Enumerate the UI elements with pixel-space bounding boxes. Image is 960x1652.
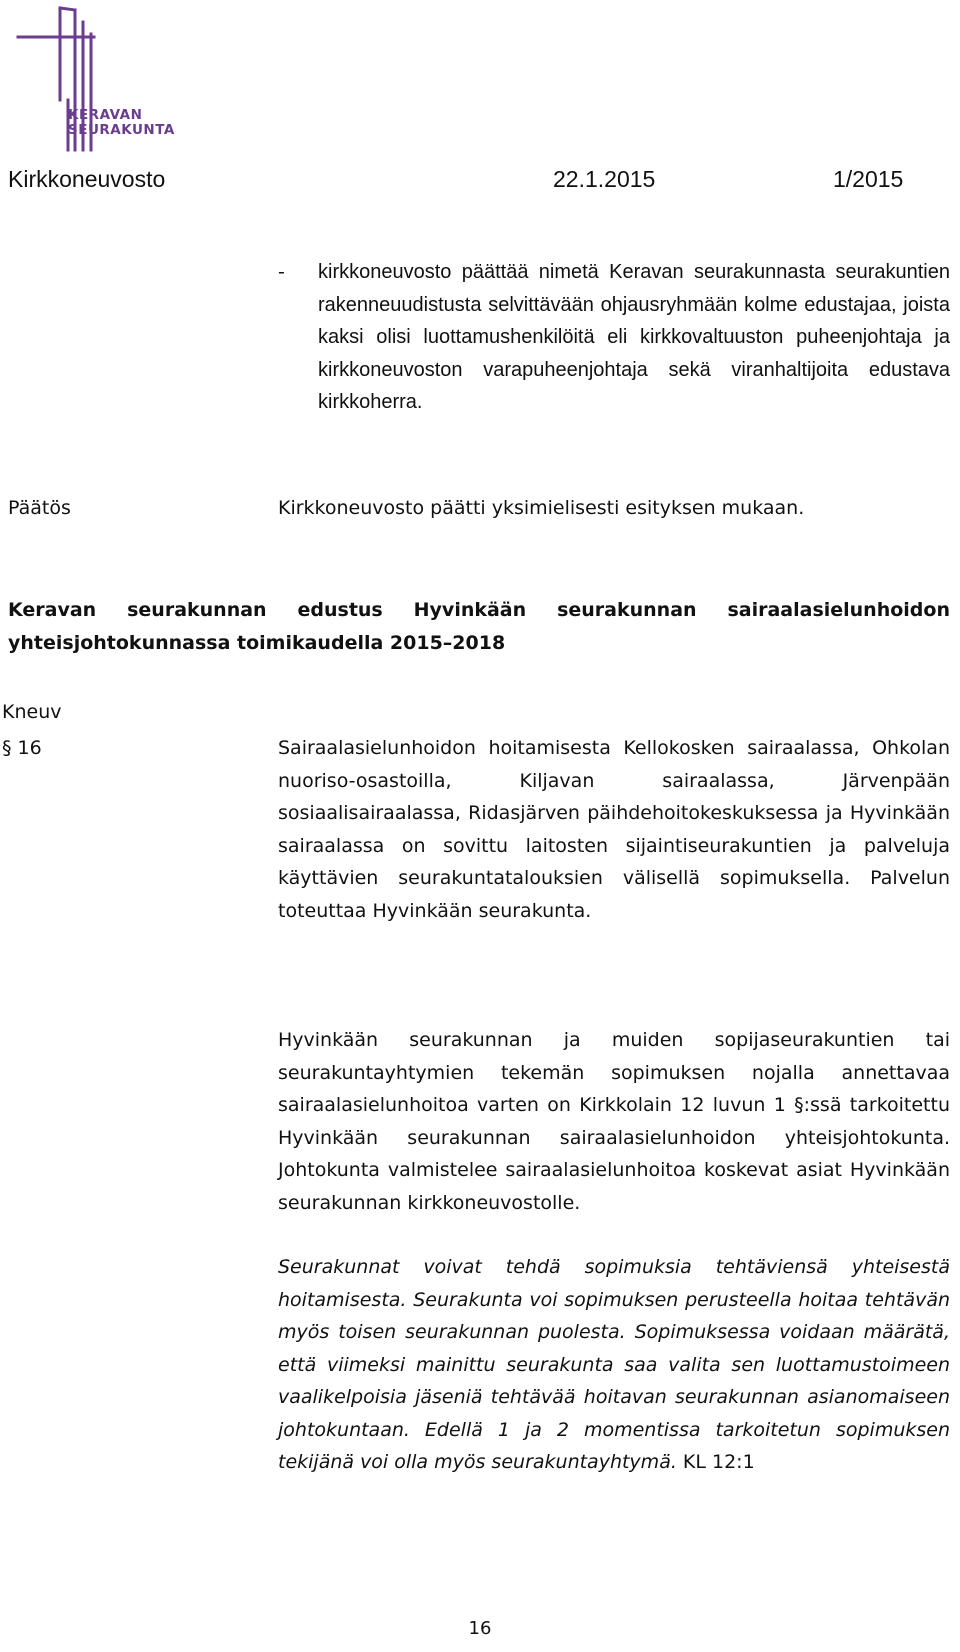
law-quote: Seurakunnat voivat tehdä sopimuksia tehtäviensä yhteisestä hoitamisesta. Seurakunta voi sopimuksen perusteella hoitaa tehtävän myös toisen seurakunnan puolesta. Sopimuksessa voidaan määrätä, että viimeksi mainittu seurakunta saa valita sen luottamustoimeen vaalikelpoisia jäseniä tehtävää hoitavan seurakunnan asianomaiseen johtokuntaan. Edellä 1 ja 2 momentissa tarkoitetun sopimuksen tekijänä voi olla myös seurakuntayhtymä. [278, 1256, 950, 1473]
paragraph-1: Sairaalasielunhoidon hoitamisesta Kellokosken sairaalassa, Ohkolan nuoriso-osastoilla, Kiljavan sairaalassa, Järvenpään sosiaalisairaalassa, Ridasjärven päihdehoitokeskuksessa ja Hyvinkään sairaalassa on sovittu laitosten sijaintiseurakuntien ja palveluja käyttävien seurakuntatalouksien välisellä sopimuksella. Palvelun toteuttaa Hyvinkään seurakunta. [278, 737, 950, 922]
logo-line-2: SEURAKUNTA [68, 122, 175, 138]
paragraph-3 [278, 1251, 950, 1479]
header-date: 22.1.2015 [553, 166, 656, 192]
decision-text: Kirkkoneuvosto päätti yksimielisesti esityksen mukaan. [278, 497, 805, 519]
body-label: Kneuv [2, 701, 62, 723]
law-reference: KL 12:1 [682, 1451, 755, 1473]
header-number: 1/2015 [833, 166, 904, 192]
decision-bullet-text: kirkkoneuvosto päättää nimetä Keravan seurakunnasta seurakuntien rakenneuudistusta selvittävään ohjausryhmään kolme edustajaa, joista kaksi olisi luottamushenkilöitä eli kirkkovaltuuston puheenjohtaja ja kirkkoneuvoston varapuheenjohtaja sekä viranhaltijoita edustava kirkkoherra. [318, 261, 950, 413]
paragraph-number: § 16 [2, 737, 42, 759]
paragraph-2: Hyvinkään seurakunnan ja muiden sopijaseurakuntien tai seurakuntayhtymien tekemän sopimuksen nojalla annettavaa sairaalasielunhoitoa varten on Kirkkolain 12 luvun 1 §:ssä tarkoitettu Hyvinkään seurakunnan sairaalasielunhoidon yhteisjohtokunta. Johtokunta valmistelee sairaalasielunhoitoa koskevat asiat Hyvinkään seurakunnan kirkkoneuvostolle. [278, 1029, 950, 1214]
logo-line-1: KERAVAN [68, 107, 143, 123]
parish-logo [12, 4, 175, 152]
section-heading: Keravan seurakunnan edustus Hyvinkään seurakunnan sairaalasielunhoidon yhteisjohtokunnassa toimikaudella 2015–2018 [8, 599, 950, 654]
decision-label: Päätös [8, 497, 71, 519]
header-body: Kirkkoneuvosto [8, 166, 166, 192]
bullet-dash: - [278, 261, 285, 283]
page-number: 16 [468, 1618, 492, 1639]
